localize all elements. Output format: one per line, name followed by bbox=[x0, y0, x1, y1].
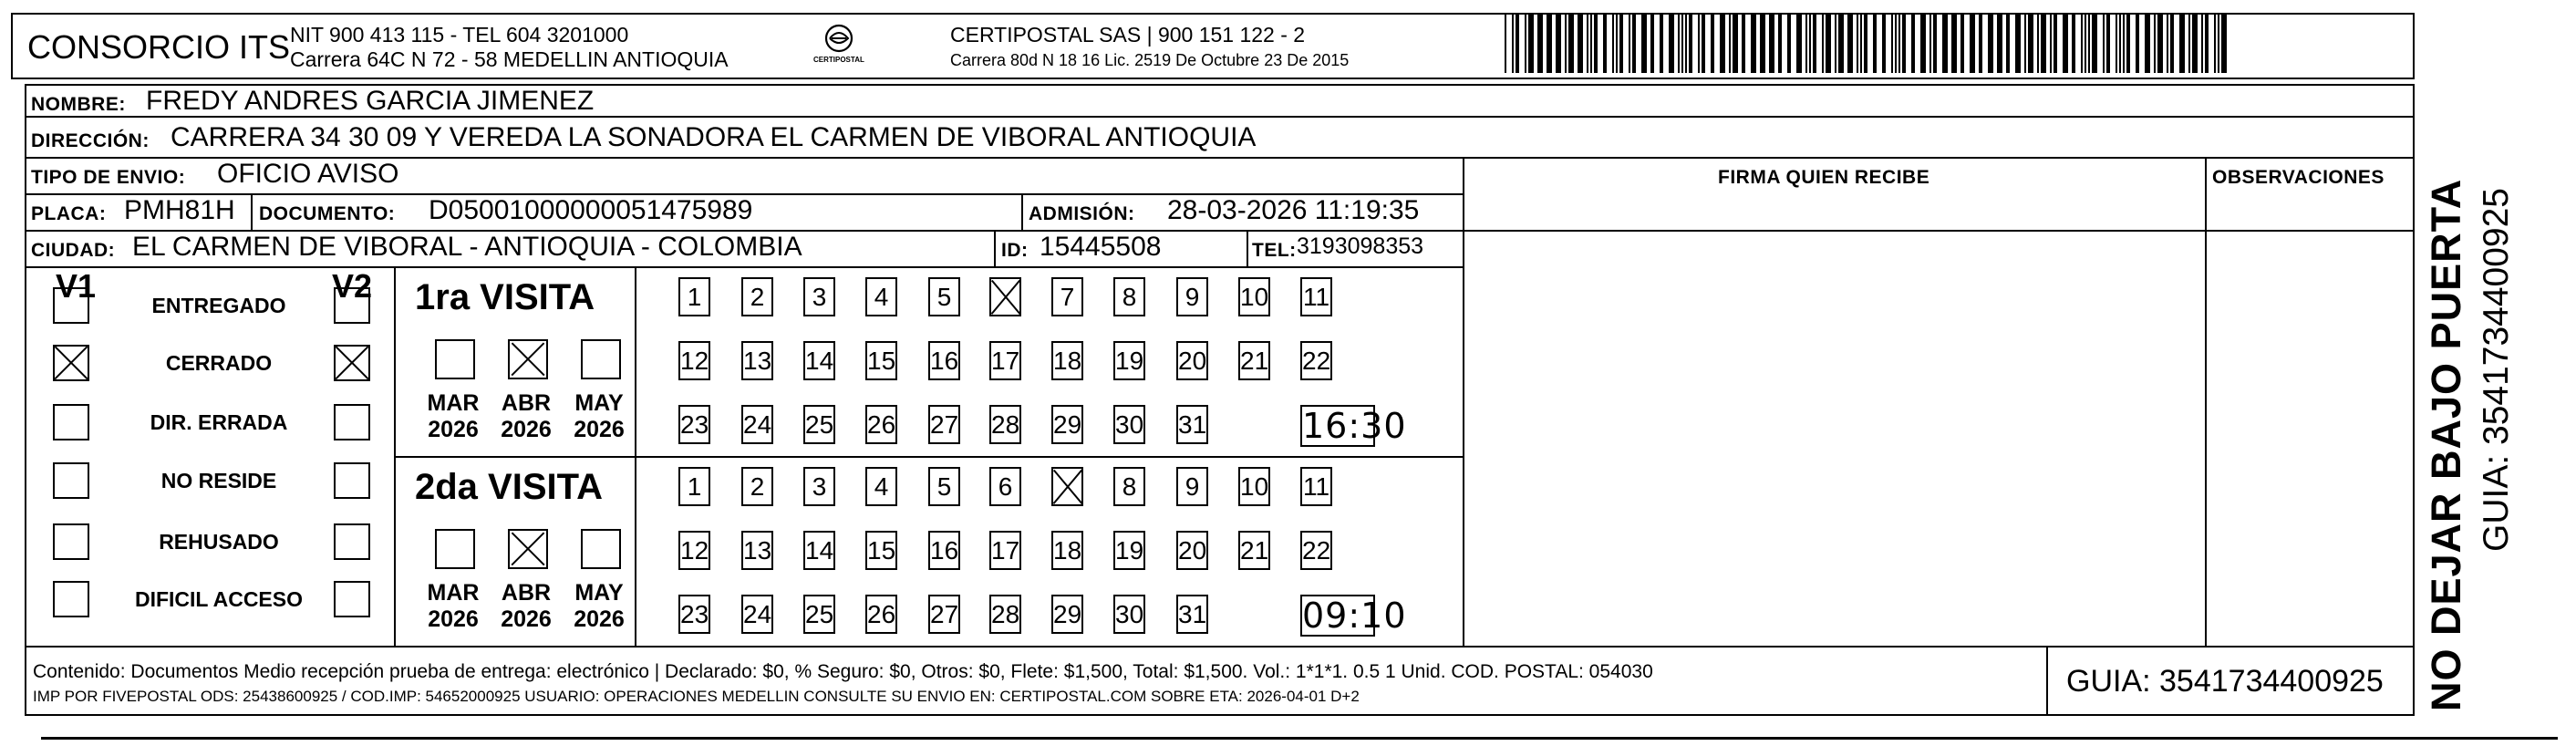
day-box[interactable]: 27 bbox=[928, 595, 960, 634]
month-name: MAR bbox=[427, 390, 480, 416]
day-box[interactable]: 26 bbox=[865, 405, 897, 444]
nit-line: NIT 900 413 115 - TEL 604 3201000 bbox=[290, 23, 629, 47]
day-box[interactable]: 24 bbox=[741, 595, 773, 634]
month-name: ABR bbox=[501, 580, 552, 606]
v2-checkbox[interactable] bbox=[334, 287, 370, 324]
side-guia: GUIA: 3541734400925 bbox=[2477, 188, 2516, 552]
company-name: CONSORCIO ITS bbox=[27, 28, 291, 66]
day-box[interactable]: 30 bbox=[1113, 405, 1145, 444]
day-box[interactable]: 20 bbox=[1176, 341, 1208, 380]
imp-line: IMP POR FIVEPOSTAL ODS: 25438600925 / COD.IMP: 54652000925 USUARIO: OPERACIONES MEDELLIN CONSULTE SU ENVIO EN: CERTIPOSTAL.COM SOBRE ETA: 2026-04-01 D+2 bbox=[33, 688, 1360, 705]
admision-value: 28-03-2026 11:19:35 bbox=[1167, 195, 1420, 225]
day-box[interactable]: 19 bbox=[1113, 341, 1145, 380]
tipo-value: OFICIO AVISO bbox=[217, 159, 399, 189]
day-box[interactable]: 28 bbox=[989, 405, 1021, 444]
documento-value: D05001000000051475989 bbox=[429, 195, 753, 225]
day-box[interactable]: 14 bbox=[803, 341, 835, 380]
day-box[interactable] bbox=[989, 277, 1021, 316]
day-box[interactable]: 3 bbox=[803, 467, 835, 506]
day-box[interactable]: 3 bbox=[803, 277, 835, 316]
day-box[interactable]: 23 bbox=[678, 405, 710, 444]
month-checkbox[interactable] bbox=[435, 529, 475, 569]
status-label: CERRADO bbox=[165, 351, 273, 375]
id-value: 15445508 bbox=[1040, 232, 1162, 262]
month-checkbox[interactable] bbox=[508, 339, 548, 379]
day-box[interactable]: 5 bbox=[928, 277, 960, 316]
month-name: MAY bbox=[574, 580, 624, 606]
day-box[interactable]: 27 bbox=[928, 405, 960, 444]
day-box[interactable]: 22 bbox=[1300, 341, 1332, 380]
month-year: 2026 bbox=[574, 416, 625, 442]
visit-time[interactable]: 09:10 bbox=[1302, 596, 1407, 636]
firma-header: FIRMA QUIEN RECIBE bbox=[1718, 167, 1930, 188]
day-box[interactable]: 16 bbox=[928, 341, 960, 380]
day-box[interactable]: 15 bbox=[865, 341, 897, 380]
day-box[interactable]: 13 bbox=[741, 531, 773, 570]
day-box[interactable]: 8 bbox=[1113, 277, 1145, 316]
direccion-label: DIRECCIÓN: bbox=[31, 130, 150, 151]
status-label: DIFICIL ACCESO bbox=[134, 587, 303, 611]
v1-checkbox[interactable] bbox=[53, 345, 89, 381]
company-address: Carrera 64C N 72 - 58 MEDELLIN ANTIOQUIA bbox=[290, 47, 729, 71]
ciudad-label: CIUDAD: bbox=[31, 240, 116, 261]
day-box[interactable]: 4 bbox=[865, 277, 897, 316]
day-box[interactable]: 21 bbox=[1238, 531, 1270, 570]
tel-label: TEL: bbox=[1252, 240, 1297, 261]
certipostal-logo bbox=[812, 20, 866, 71]
v1-checkbox[interactable] bbox=[53, 581, 89, 617]
day-box[interactable]: 10 bbox=[1238, 467, 1270, 506]
month-checkbox[interactable] bbox=[508, 529, 548, 569]
courier-name: CERTIPOSTAL SAS | 900 151 122 - 2 bbox=[950, 23, 1306, 47]
month-year: 2026 bbox=[428, 606, 479, 632]
placa-label: PLACA: bbox=[31, 203, 107, 224]
status-label: ENTREGADO bbox=[151, 294, 286, 317]
footer-guia: GUIA: 3541734400925 bbox=[2066, 664, 2384, 699]
v1-label: V1 bbox=[56, 267, 97, 305]
day-box[interactable]: 6 bbox=[989, 467, 1021, 506]
month-label bbox=[567, 580, 631, 633]
day-box[interactable]: 5 bbox=[928, 467, 960, 506]
day-box[interactable]: 17 bbox=[989, 531, 1021, 570]
nombre-value: FREDY ANDRES GARCIA JIMENEZ bbox=[146, 86, 595, 116]
id-label: ID: bbox=[1001, 240, 1029, 261]
day-box[interactable]: 1 bbox=[678, 467, 710, 506]
day-box[interactable]: 2 bbox=[741, 277, 773, 316]
v1-checkbox[interactable] bbox=[53, 404, 89, 440]
day-box[interactable]: 11 bbox=[1300, 467, 1332, 506]
month-name: ABR bbox=[501, 390, 552, 416]
month-name: MAY bbox=[574, 390, 624, 416]
visit-time[interactable]: 16:30 bbox=[1302, 406, 1407, 446]
day-box[interactable]: 31 bbox=[1176, 405, 1208, 444]
status-label: DIR. ERRADA bbox=[150, 410, 288, 434]
month-checkbox[interactable] bbox=[435, 339, 475, 379]
courier-address: Carrera 80d N 18 16 Lic. 2519 De Octubre 23 De 2015 bbox=[950, 51, 1350, 69]
day-box[interactable] bbox=[1051, 467, 1083, 506]
day-box[interactable]: 24 bbox=[741, 405, 773, 444]
contenido-line: Contenido: Documentos Medio recepción prueba de entrega: electrónico | Declarado: $0, % Seguro: $0, Otros: $0, Flete: $1,500, Total: $1,500. Vol.: 1*1*1. 0.5 1 Unid. COD. POSTAL: 054030 bbox=[33, 661, 1653, 682]
bottom-rule bbox=[41, 737, 2558, 740]
month-checkbox[interactable] bbox=[581, 529, 621, 569]
day-box[interactable]: 29 bbox=[1051, 405, 1083, 444]
day-box[interactable]: 7 bbox=[1051, 277, 1083, 316]
observaciones-header: OBSERVACIONES bbox=[2212, 167, 2385, 188]
month-label bbox=[567, 390, 631, 443]
month-year: 2026 bbox=[501, 606, 552, 632]
day-box[interactable]: 23 bbox=[678, 595, 710, 634]
day-box[interactable]: 4 bbox=[865, 467, 897, 506]
day-box[interactable]: 29 bbox=[1051, 595, 1083, 634]
day-box[interactable]: 20 bbox=[1176, 531, 1208, 570]
day-box[interactable]: 30 bbox=[1113, 595, 1145, 634]
month-checkbox[interactable] bbox=[581, 339, 621, 379]
day-box[interactable]: 11 bbox=[1300, 277, 1332, 316]
month-year: 2026 bbox=[428, 416, 479, 442]
day-box[interactable]: 8 bbox=[1113, 467, 1145, 506]
v2-checkbox[interactable] bbox=[334, 523, 370, 560]
visit-title: 2da VISITA bbox=[415, 467, 603, 507]
day-box[interactable]: 16 bbox=[928, 531, 960, 570]
day-box[interactable]: 13 bbox=[741, 341, 773, 380]
day-box[interactable]: 28 bbox=[989, 595, 1021, 634]
barcode-icon bbox=[1503, 13, 2229, 73]
v1-checkbox[interactable] bbox=[53, 462, 89, 499]
placa-value: PMH81H bbox=[124, 195, 235, 225]
side-text bbox=[2416, 91, 2553, 720]
tipo-label: TIPO DE ENVIO: bbox=[31, 167, 186, 188]
day-box[interactable]: 9 bbox=[1176, 277, 1208, 316]
v1-checkbox[interactable] bbox=[53, 287, 89, 324]
v2-checkbox[interactable] bbox=[334, 462, 370, 499]
day-box[interactable]: 17 bbox=[989, 341, 1021, 380]
v2-checkbox[interactable] bbox=[334, 404, 370, 440]
v2-checkbox[interactable] bbox=[334, 581, 370, 617]
documento-label: DOCUMENTO: bbox=[259, 203, 396, 224]
direccion-value: CARRERA 34 30 09 Y VEREDA LA SONADORA EL CARMEN DE VIBORAL ANTIOQUIA bbox=[171, 122, 1257, 152]
v2-checkbox[interactable] bbox=[334, 345, 370, 381]
month-year: 2026 bbox=[574, 606, 625, 632]
month-name: MAR bbox=[427, 580, 480, 606]
day-box[interactable]: 19 bbox=[1113, 531, 1145, 570]
day-box[interactable]: 14 bbox=[803, 531, 835, 570]
month-label bbox=[494, 390, 558, 443]
month-label bbox=[421, 580, 485, 633]
day-box[interactable]: 21 bbox=[1238, 341, 1270, 380]
day-box[interactable]: 25 bbox=[803, 595, 835, 634]
day-box[interactable]: 15 bbox=[865, 531, 897, 570]
day-box[interactable]: 10 bbox=[1238, 277, 1270, 316]
month-label bbox=[421, 390, 485, 443]
month-label bbox=[494, 580, 558, 633]
month-year: 2026 bbox=[501, 416, 552, 442]
ciudad-value: EL CARMEN DE VIBORAL - ANTIOQUIA - COLOMBIA bbox=[132, 232, 802, 262]
day-box[interactable]: 18 bbox=[1051, 531, 1083, 570]
day-box[interactable]: 18 bbox=[1051, 341, 1083, 380]
day-box[interactable]: 25 bbox=[803, 405, 835, 444]
visit-title: 1ra VISITA bbox=[415, 277, 595, 317]
day-box[interactable]: 12 bbox=[678, 531, 710, 570]
status-label: REHUSADO bbox=[159, 530, 279, 554]
logo-text: CERTIPOSTAL bbox=[813, 56, 864, 64]
day-box[interactable]: 12 bbox=[678, 341, 710, 380]
side-warning: NO DEJAR BAJO PUERTA bbox=[2423, 178, 2469, 711]
v2-label: V2 bbox=[332, 267, 373, 305]
day-box[interactable]: 26 bbox=[865, 595, 897, 634]
day-box[interactable]: 22 bbox=[1300, 531, 1332, 570]
nombre-label: NOMBRE: bbox=[31, 94, 126, 115]
status-label: NO RESIDE bbox=[160, 469, 277, 492]
day-box[interactable]: 2 bbox=[741, 467, 773, 506]
day-box[interactable]: 31 bbox=[1176, 595, 1208, 634]
admision-label: ADMISIÓN: bbox=[1029, 203, 1135, 224]
day-box[interactable]: 9 bbox=[1176, 467, 1208, 506]
v1-checkbox[interactable] bbox=[53, 523, 89, 560]
tel-value: 3193098353 bbox=[1297, 233, 1424, 259]
day-box[interactable]: 1 bbox=[678, 277, 710, 316]
